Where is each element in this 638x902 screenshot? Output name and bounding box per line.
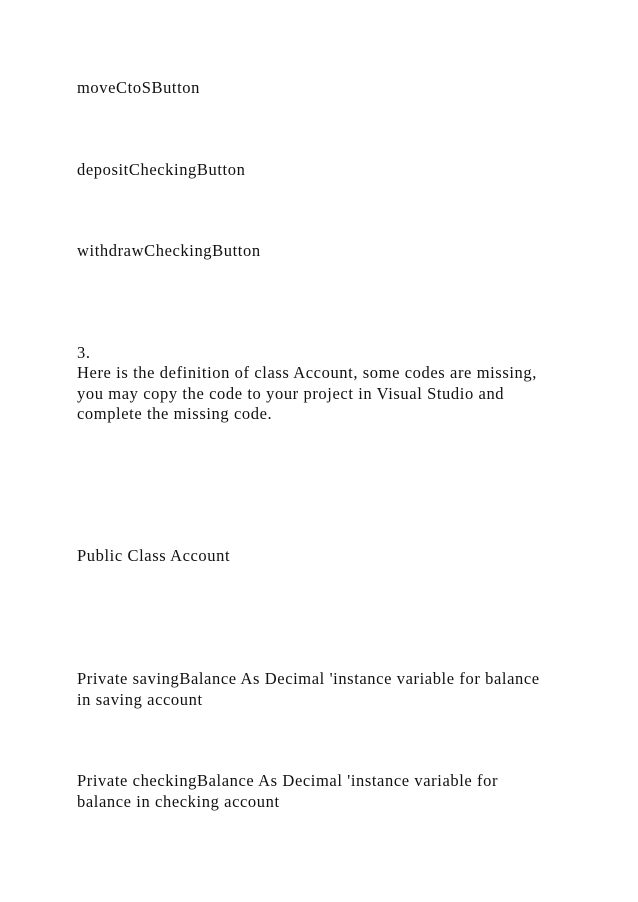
text-line-movectosbutton: moveCtoSButton [77,78,200,97]
code-saving-balance-line-2: in saving account [77,690,203,709]
text-line-withdrawcheckingbutton: withdrawCheckingButton [77,241,261,260]
question-text-line-1: Here is the definition of class Account, some codes are missing, [77,363,537,382]
question-text-line-3: complete the missing code. [77,404,273,423]
question-number: 3. [77,343,91,362]
code-class-declaration: Public Class Account [77,546,231,565]
text-line-depositcheckingbutton: depositCheckingButton [77,160,246,179]
code-checking-balance-line-2: balance in checking account [77,792,280,811]
question-text-line-2: you may copy the code to your project in Visual Studio and [77,384,505,403]
code-saving-balance-line-1: Private savingBalance As Decimal 'instance variable for balance [77,669,540,688]
code-checking-balance-line-1: Private checkingBalance As Decimal 'instance variable for [77,771,499,790]
